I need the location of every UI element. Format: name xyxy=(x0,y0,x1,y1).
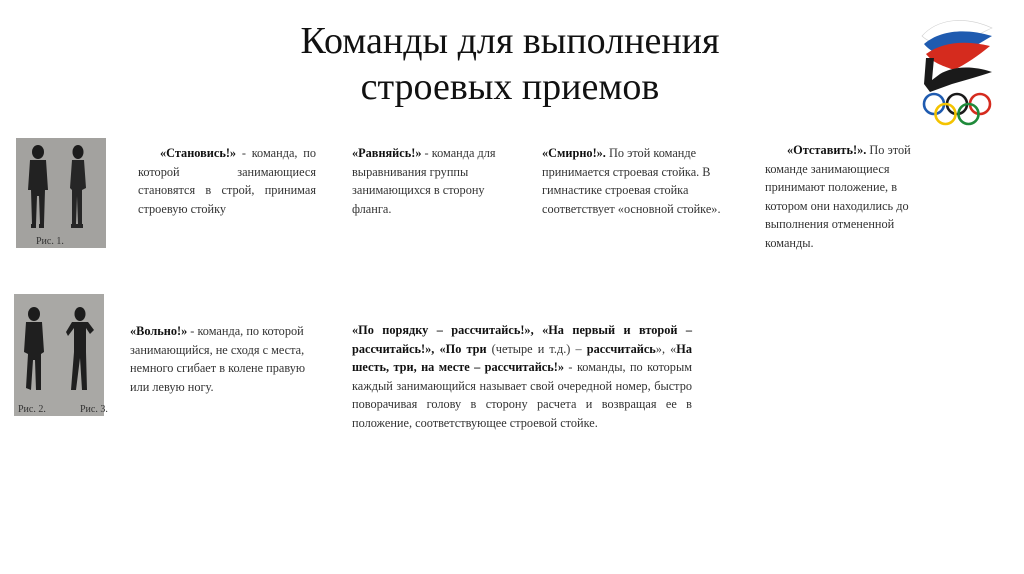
title-line-1: Команды для выполнения xyxy=(300,20,720,62)
command-otstavit-name: «Отставить!». xyxy=(787,143,867,157)
title-line-2: строевых приемов xyxy=(360,66,660,108)
command-ravnyais xyxy=(352,144,512,218)
figure-3-caption: Рис. 3. xyxy=(80,404,108,415)
command-raschet xyxy=(352,321,692,432)
command-raschet-name-2: рассчитайсь xyxy=(586,341,656,356)
command-volno-text: - команда, по которой занимающийся, не сходя с места, немного сгибает в колене правую или левую ногу. xyxy=(130,324,306,394)
command-stanovis xyxy=(138,144,316,218)
command-raschet-text-3: - команды, по которым каждый занимающийся называет свой очередной номер, быстро поворачивая голову в сторону расчета и возвращая ее в положение, соответствующее строевой стойке. xyxy=(352,360,692,430)
command-raschet-text-2: », « xyxy=(655,341,677,356)
command-raschet-name-3: На шесть, три, на месте – рассчитайсь!» xyxy=(352,341,692,374)
command-smirno-name: «Смирно!». xyxy=(542,146,606,160)
olympic-flame-logo xyxy=(908,14,996,132)
page-title xyxy=(160,18,860,110)
figure-2-3-photo xyxy=(14,294,104,416)
command-ravnyais-text: - команда для выравнивания группы занимающихся в сторону фланга. xyxy=(352,146,496,216)
command-raschet-text-1: (четыре и т.д.) – xyxy=(486,341,587,356)
figure-1-caption: Рис. 1. xyxy=(36,236,64,247)
command-otstavit-text: По этой команде занимающиеся принимают положение, в котором они находились до выполнения отмененной команды. xyxy=(765,143,911,250)
figure-1-photo xyxy=(16,138,106,248)
command-volno xyxy=(130,322,308,396)
standing-figures-illustration xyxy=(16,138,106,248)
figure-2-caption: Рис. 2. xyxy=(18,404,46,415)
command-volno-name: «Вольно!» xyxy=(130,324,188,338)
command-stanovis-text: - команда, по которой занимающиеся становятся в строй, принимая строевую стойку xyxy=(138,146,316,216)
at-ease-figures-illustration xyxy=(14,294,104,416)
command-otstavit xyxy=(765,141,927,252)
command-stanovis-name: «Становись!» xyxy=(160,146,237,160)
command-raschet-name-1: «По порядку – рассчитайсь!», «На первый и второй – рассчитайсь!», «По три xyxy=(352,323,692,356)
command-smirno xyxy=(542,144,740,218)
command-ravnyais-name: «Равняйсь!» xyxy=(352,146,422,160)
command-smirno-text: По этой команде принимается строевая стойка. В гимнастике строевая стойка соответствует «основной стойке». xyxy=(542,146,721,216)
